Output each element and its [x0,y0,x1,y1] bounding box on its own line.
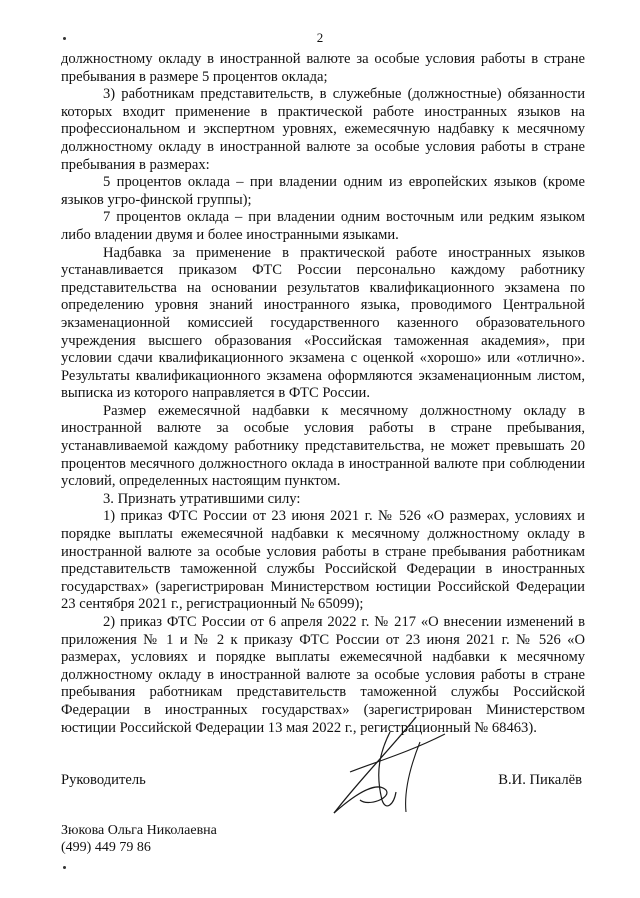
executor-phone: (499) 449 79 86 [61,840,151,855]
signer-name: В.И. Пикалёв [498,772,582,788]
paragraph: Размер ежемесячной надбавки к месячному должностному окладу в иностранной валюте за особые условия работы в стране пребывания, устанавливаемой каждому работнику представительства, не может превышать 20 процентов месячного должностного оклада в иностранной валюте при соблюдении условий, определенных настоящим пунктом. [61,402,585,490]
paragraph: должностному окладу в иностранной валюте за особые условия работы в стране пребывания в размере 5 процентов оклада; [61,51,585,85]
paragraph: Надбавка за применение в практической работе иностранных языков устанавливается приказом ФТС России персонально каждому работнику представительства на основании результатов квалификационного экзамена по определению уровня знаний иностранного языка, проводимого Центральной экзаменационной комиссией государственного казенного образовательного учреждения высшего образования «Российская таможенная академия», при условии сдачи квалификационного экзамена с оценкой «хорошо» или «отлично». Результаты квалификационного экзамена оформляются экзаменационным листом, выписка из которого направляется в ФТС России. [61,244,585,402]
page-number: 2 [316,30,324,45]
paragraph: 3. Признать утратившими силу: [103,490,301,507]
signature-block [0,772,640,802]
executor-info [61,822,217,856]
paragraph: 1) приказ ФТС России от 23 июня 2021 г. № 526 «О размерах, условиях и порядке выплаты ежемесячной надбавки к месячному должностному окладу в иностранной валюте за особые условия работы в стране пребывания работникам представительств таможенной службы Российской Федерации в иностранных государствах» (зарегистрирован Министерством юстиции Российской Федерации 23 сентября 2021 г., регистрационный № 65099); [61,508,585,613]
signer-title: Руководитель [61,772,146,788]
scan-dot [63,866,66,869]
paragraph: 7 процентов оклада – при владении одним восточным или редким языком либо владении двумя и более иностранными языками. [61,209,585,243]
document-body [61,51,585,737]
paragraph: 3) работникам представительств, в служебные (должностные) обязанности которых входит применение в практической работе иностранных языков на профессиональном и экспертном уровнях, ежемесячную надбавку к месячному должностному окладу в иностранной валюте за особые условия работы в стране пребывания в размерах: [61,86,585,173]
executor-name: Зюкова Ольга Николаевна [61,823,217,838]
paragraph: 2) приказ ФТС России от 6 апреля 2022 г. № 217 «О внесении изменений в приложения № 1 и № 2 к приказу ФТС России от 23 июня 2021 г. № 526 «О размерах, условиях и порядке выплаты ежемесячной надбавки к месячному должностному окладу в иностранной валюте за особые условия работы в стране пребывания работникам представительств таможенной службы Российской Федерации в иностранных государствах» (зарегистрирован Министерством юстиции Российской Федерации 13 мая 2022 г., регистрационный № 68463). [61,614,585,736]
paragraph: 5 процентов оклада – при владении одним из европейских языков (кроме языков угро-финской группы); [61,174,585,208]
